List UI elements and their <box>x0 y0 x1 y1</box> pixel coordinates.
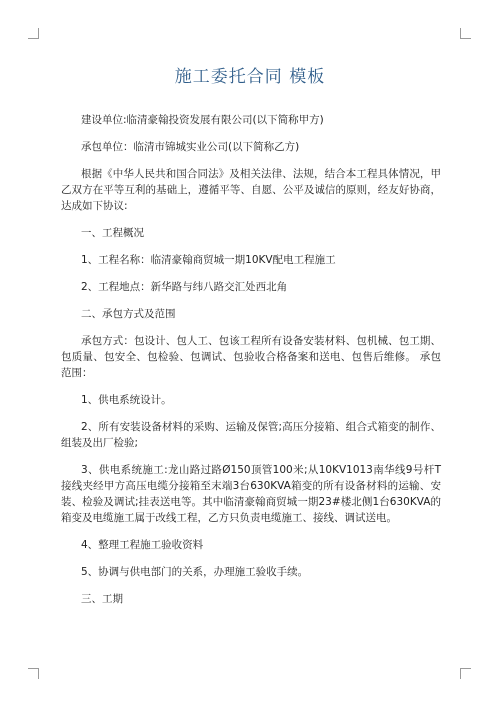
paragraph-preamble: 根据《中华人民共和国合同法》及相关法律、法规，结合本工程具体情况，甲乙双方在平等互利的基础上，遵循平等、自愿、公平及诚信的原则，经友好协商，达成如下协议: <box>61 168 441 212</box>
document-body <box>61 112 441 618</box>
paragraph-contract-method: 承包方式：包设计、包人工、包该工程所有设备安装材料、包机械、包工期、包质量、包安全、包检验、包调试、包验收合格备案和送电、包售后维修。 承包范围： <box>61 335 441 379</box>
section-heading-overview: 一、工程概况 <box>81 227 144 239</box>
document-title: 施工委托合同 模板 <box>174 67 326 87</box>
paragraph-project-name: 1、工程名称：临清豪翰商贸城一期10KV配电工程施工 <box>81 254 336 266</box>
page-corner-mark-bottom-left <box>28 668 39 679</box>
section-heading-scope: 二、承包方式及范围 <box>81 308 176 320</box>
paragraph-scope-item-5: 5、协调与供电部门的关系，办理施工验收手续。 <box>81 566 309 578</box>
page-corner-mark-top-left <box>28 28 39 39</box>
paragraph-builder: 建设单位:临清豪翰投资发展有限公司(以下简称甲方) <box>81 114 324 126</box>
page-corner-mark-top-right <box>460 28 471 39</box>
paragraph-contractor: 承包单位：临清市锦城实业公司(以下简称乙方) <box>81 141 300 153</box>
paragraph-scope-item-2: 2、所有安装设备材料的采购、运输及保管;高压分接箱、组合式箱变的制作、组装及出厂检验; <box>61 421 441 449</box>
paragraph-project-location: 2、工程地点：新华路与纬八路交汇处西北角 <box>81 281 288 293</box>
paragraph-scope-item-1: 1、供电系统设计。 <box>81 394 172 406</box>
page-corner-mark-bottom-right <box>460 668 471 679</box>
paragraph-scope-item-4: 4、整理工程施工验收资料 <box>81 539 204 551</box>
section-heading-schedule: 三、工期 <box>81 593 123 605</box>
paragraph-scope-item-3: 3、供电系统施工:龙山路过路Ø150顶管100米;从10KV1013南华线9号杆T接线夹经甲方高压电缆分接箱至末端3台630KVA箱变的所有设备材料的运输、安装、检验及调试;挂表送电等。其中临清豪翰商贸城一期23#楼北侧1台630KVA的箱变及电缆施工属于改线工程，乙方只负责电缆施工、接线、调试送电。 <box>61 464 441 524</box>
